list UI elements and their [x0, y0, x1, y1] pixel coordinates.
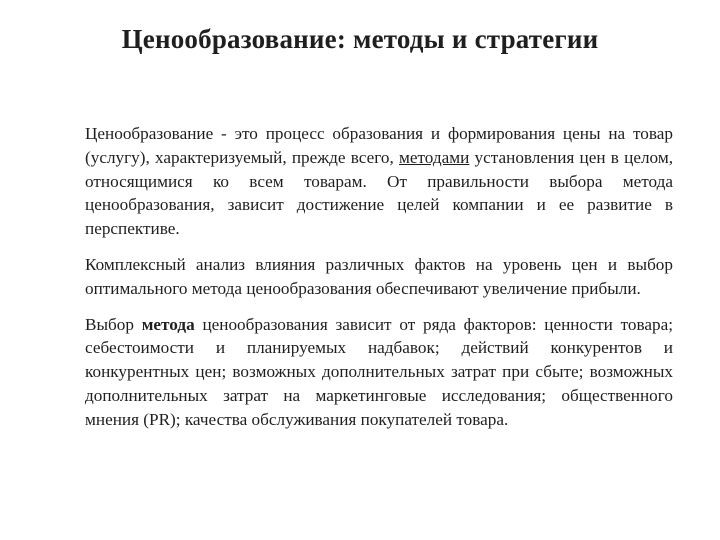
- paragraph-factors-text-1: Выбор: [85, 314, 142, 334]
- paragraph-analysis: Комплексный анализ влияния различных фактов на уровень цен и выбор оптимального метода ценообразования обеспечивают увеличение прибыли.: [85, 254, 673, 298]
- paragraph-definition-text-1: Ценообразование - это процесс образования и формирования цены на товар (услугу), характеризуемый, прежде всего,: [85, 124, 673, 167]
- paragraph-factors-text-2: ценообразования зависит от ряда факторов: ценности товара; себестоимости и планируемых надбавок; действий конкурентов и конкурентных цен; возможных дополнительных затрат при сбыте; возможных дополнительных затрат на маркетинговые исследования; общественного мнения (PR); качества обслуживания покупателей товара.: [85, 314, 673, 429]
- method-emphasis: метода: [141, 314, 195, 334]
- slide-body: [85, 122, 673, 444]
- paragraph-definition-text-2: установления цен в целом, относящимися ко всем товарам. От правильности выбора метода ценообразования, зависит достижение целей компании и ее развитие в перспективе.: [85, 147, 673, 239]
- methods-link[interactable]: методами: [398, 147, 470, 167]
- slide-title: Ценообразование: методы и стратегии: [121, 24, 599, 54]
- paragraph-definition: [85, 122, 673, 241]
- paragraph-factors: [85, 313, 673, 432]
